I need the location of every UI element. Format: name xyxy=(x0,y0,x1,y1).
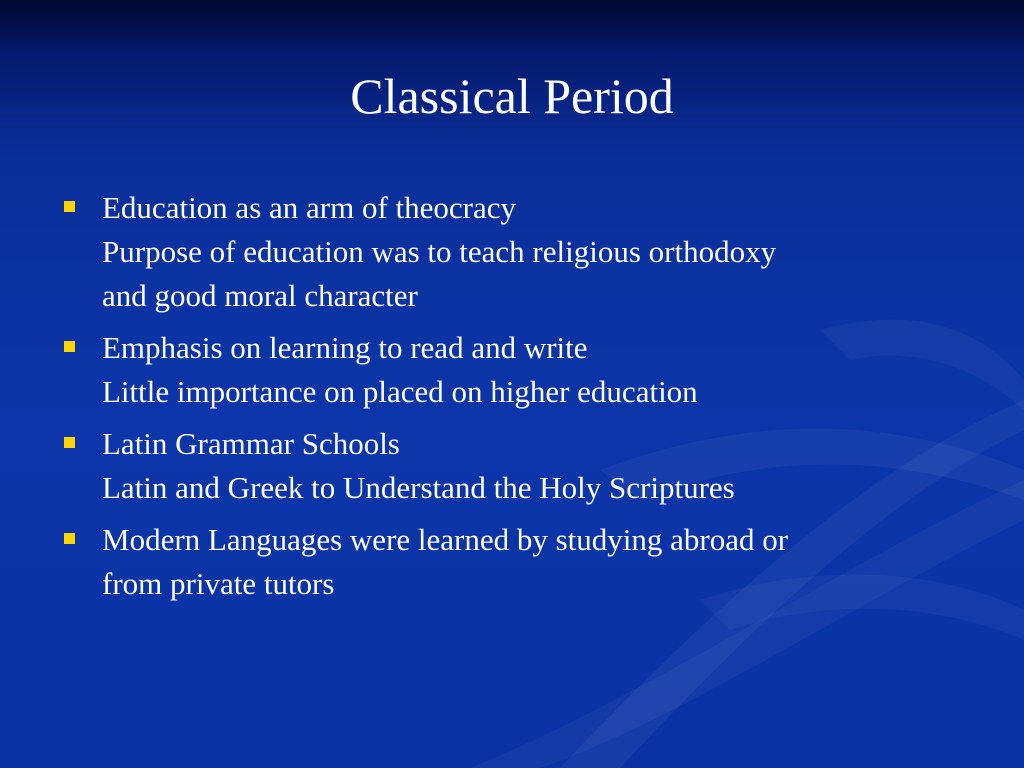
bullet-line: from private tutors xyxy=(102,566,335,601)
bullet-item-reading-writing xyxy=(60,326,960,414)
bullet-line: Little importance on placed on higher education xyxy=(102,374,698,409)
bullet-line: Latin and Greek to Understand the Holy Scriptures xyxy=(102,470,735,505)
bullet-item-modern-languages xyxy=(60,518,960,606)
bullet-line: Latin Grammar Schools xyxy=(102,426,400,461)
bullet-item-theocracy xyxy=(60,186,960,318)
square-bullet-icon xyxy=(64,341,75,352)
bullet-line: Modern Languages were learned by studying abroad or xyxy=(102,522,789,557)
bullet-item-latin-grammar xyxy=(60,422,960,510)
square-bullet-icon xyxy=(64,201,75,212)
bullet-line: Emphasis on learning to read and write xyxy=(102,330,588,365)
square-bullet-icon xyxy=(64,533,75,544)
bullet-line: Purpose of education was to teach religious orthodoxy xyxy=(102,234,777,269)
bullet-list xyxy=(60,186,960,614)
bullet-line: and good moral character xyxy=(102,278,418,313)
square-bullet-icon xyxy=(64,437,75,448)
bullet-line: Education as an arm of theocracy xyxy=(102,190,517,225)
slide-title: Classical Period xyxy=(350,68,674,124)
